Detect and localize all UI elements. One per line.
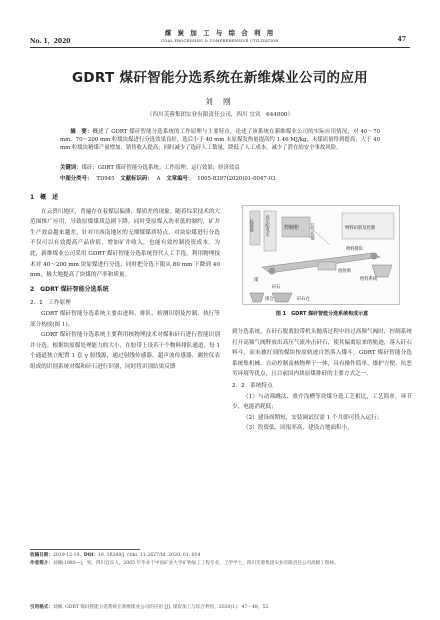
- keywords-label: 关键词：: [60, 165, 82, 171]
- author: 刘 刚: [205, 97, 235, 106]
- conveyor-roller-left: [269, 268, 276, 275]
- gangue-bin-label: 矸石仓: [297, 297, 310, 302]
- feature-item-2: （2）建设周期短，安装调试仅需 1 个月即可投入运行；: [243, 414, 383, 421]
- feature-item-3: （3）投资低、回报率高，建设占地面积小，: [243, 425, 353, 432]
- clc-label: 中图分类号：: [60, 176, 93, 182]
- journal-name-en: COAL PROCESSING & COMPREHENSIVE UTILIZATION: [161, 39, 279, 43]
- control-cabinet-label: 控制柜: [284, 225, 300, 231]
- radiation-source: [318, 262, 336, 270]
- received-label: 收稿日期：: [30, 553, 53, 558]
- section-2-1-paragraph-2: GDRT 煤矸智能分选系统主要利用核物理技术对煤和矸石进行智能识别并分选。根据块原煤处理能力的大小，在胶带上设若干个物料排队通道，每 1 个通道独立配置 1 套 γ 射线源，通过射线传感器、超声波传感器、测控仪表组成的识别系统对煤和矸石进行识别，同时将识别结果反馈: [30, 332, 220, 370]
- bio-value: 刘刚(1980—)，男，四川宜宾人，2005 年毕业于中国矿业大学矿物加工工程专业，工学学士，四川芙蓉集团实业有限责任公司高级工程师。: [52, 561, 339, 566]
- radiation-source-label: 放射源: [338, 269, 351, 274]
- received-value: 2019-12-19: [52, 553, 80, 558]
- clc-value: TD945: [96, 176, 115, 182]
- left-column: [30, 193, 220, 373]
- abstract-text: 概述了 GDRT 煤矸智能分选系统的工作原理与主要特点，论述了该系统在新维煤业公司的实际应用情况，对 40～70 mm、70～200 mm 粒级块煤进行分选效果良好，选后小于 40 mm 末原煤发热量提高约 1.46 MJ/kg，末煤质量得到提高；大于 40 mm 粒级块精煤产量增加，销售收入提高；同时减少了选矸人工数量，降低了人工成本，减少了潜在的安全事故风险。: [60, 129, 380, 152]
- section-2-2-title: 2．2 系统特点: [232, 382, 273, 389]
- high-voltage-room-label: 高压配电室: [264, 215, 270, 237]
- issue-number: No. 1，2020: [30, 38, 71, 45]
- bio-label: 作者简介：: [30, 561, 53, 566]
- doi-label: DOI：: [83, 553, 98, 558]
- doi-value: 10. 16200/j. cnki. 11-2627/td. 2020. 01. 014: [97, 553, 201, 558]
- wall-label: 局部墙: [248, 219, 254, 232]
- section-2-1-paragraph-1: GDRT 煤矸智能分选系统主要由进料、排队、检测识别及控制、执行等部分构成(图 1)。: [30, 310, 220, 328]
- header-rule: [30, 47, 410, 48]
- section-2-1-title: 2．1 工作原理: [30, 300, 71, 307]
- conveyor-roller-right: [371, 253, 378, 260]
- classification-line: [60, 174, 390, 182]
- abstract-label: 摘 要：: [70, 129, 93, 135]
- article-id-label: 文章编号：: [166, 176, 194, 182]
- coal-label: 煤: [254, 278, 259, 283]
- signal-transmission-label: 信号传输: [309, 223, 315, 241]
- right-paragraph: 到分选系统，在矸石脱离胶带机头抛落过程中经过高频气阀时，控制系统打开高频气阀释放出高压气流冲击矸石，使其偏离原来的轨迹，落入矸石料斗，而末被打到的煤块按原轨迹自然落入煤斗。GDRT 煤矸智能分选系统集机械、自动控制及核物理于一体，具有操作简单、维护方便、抗恶劣环境等优点，且目前国内块原煤排矸的主要方式之一。: [232, 329, 412, 378]
- footnote-rule: [30, 549, 140, 550]
- abstract: [60, 128, 380, 153]
- gangue-label: 矸石: [272, 285, 281, 290]
- journal-name-cn: 煤 炭 加 工 与 综 合 利 用: [164, 29, 276, 37]
- right-column: [232, 327, 412, 434]
- section-2-title: 2 GDRT 煤矸智能分选系统: [30, 285, 109, 293]
- material-identification-label: 物料识别及控制: [345, 226, 376, 231]
- system-diagram: [242, 205, 400, 305]
- feed-system-label: 给料系统: [360, 277, 378, 282]
- coal-bin-label: 煤仓: [265, 297, 274, 302]
- figure-caption: 图 1 GDRT 煤矸智能分选系统构成示意: [275, 311, 369, 317]
- keywords: [60, 164, 390, 172]
- section-1-paragraph: 在云贵川地区，普遍存在着煤层偏薄、煤质差的现象。随着综采技术的大范围推广应用，导致原煤煤质急剧下降，同时受原煤入洗率低的制约，矿井生产效益越来越差。针对川西南地区的无烟煤煤质特点，对块原煤进行分选不仅可以有效提高产品价值，增加矿井收入，也能有效控制投资成本。为此，新维煤业公司采用 GDRT 煤矸智能分选系统替代人工手选，利用物理技术对 40～200 mm 块原煤进行分选，同时把分选下限从 80 mm 下降到 40 mm，极大地提高了块煤的产率和质量。: [30, 208, 221, 279]
- material-queue-label: 物料排队: [346, 247, 364, 252]
- footnote-bio: [30, 561, 415, 567]
- cite-value: 刘刚. GDRT 煤矸智能分选系统在新维煤业公司的应用 [J]. 煤炭加工与综合利用，2020(1)：47－48，52.: [52, 605, 270, 610]
- doc-code-label: 文献标识码：: [120, 176, 153, 182]
- doc-code-value: A: [156, 176, 161, 182]
- article-title: GDRT 煤矸智能分选系统在新维煤业公司的应用: [72, 70, 368, 86]
- cite-label: 引用格式：: [30, 605, 53, 610]
- figure-1: [242, 205, 400, 305]
- citation-format: [30, 604, 415, 610]
- section-1-title: 1 概 述: [30, 194, 59, 201]
- affiliation: （四川芙蓉集团实业有限责任公司，四川 宜宾 644000）: [146, 112, 294, 118]
- keywords-text: 煤矸；GDRT 煤矸智能分选系统；工作原理；运行效果；经济效益: [81, 165, 240, 171]
- footnote-received: [30, 553, 415, 559]
- article-id-value: 1005-8397(2020)01-0047-03: [197, 176, 276, 182]
- feature-item-1: （1）与动筛跳汰、重介浅槽等块煤分选工艺相比，工艺简单，环节少，电能消耗低；: [232, 393, 412, 411]
- page-number: 47: [397, 36, 406, 43]
